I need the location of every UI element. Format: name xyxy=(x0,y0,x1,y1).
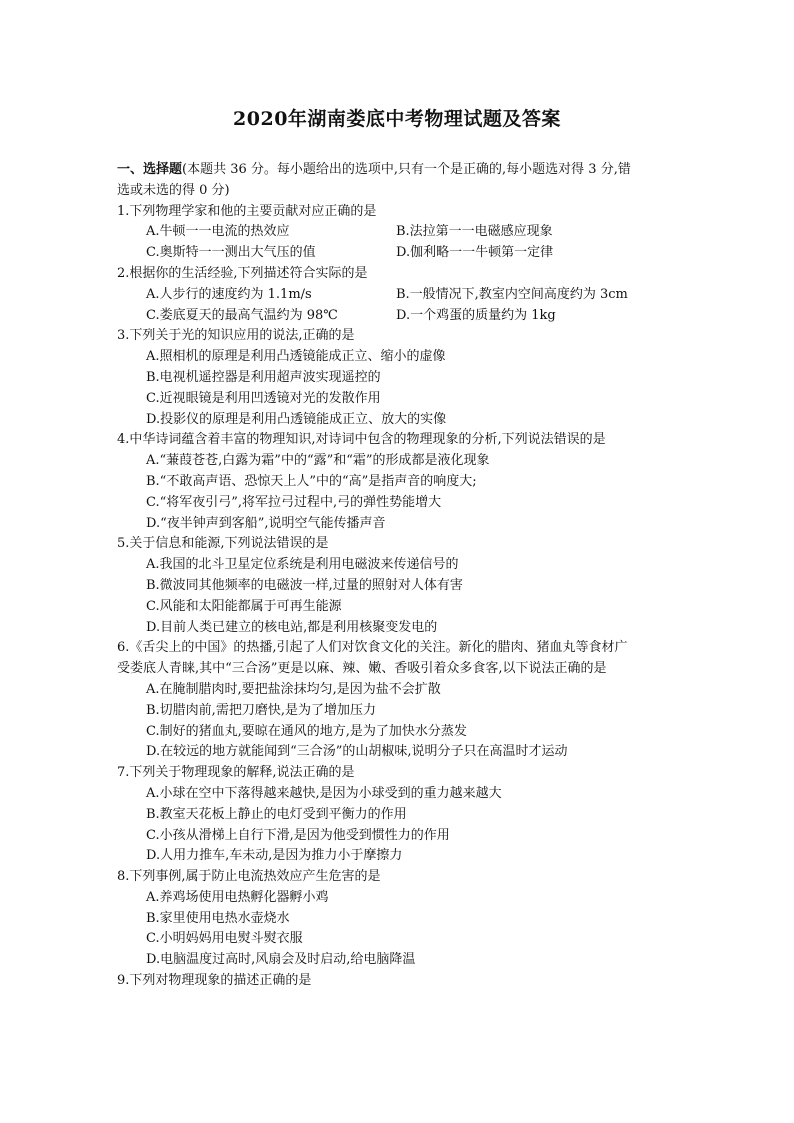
answer-option: A.我国的北斗卫星定位系统是利用电磁波来传递信号的 xyxy=(146,557,459,573)
answer-option: B.一般情况下,教室内空间高度约为 3cm xyxy=(396,286,628,302)
exam-content xyxy=(117,160,677,992)
answer-option: D.在较远的地方就能闻到“三合汤”的山胡椒味,说明分子只在高温时才运动 xyxy=(146,744,568,760)
section-header xyxy=(117,160,677,202)
section-label: 一、选择题 xyxy=(117,162,183,177)
answer-option: B.“不敢高声语、恐惊天上人”中的“高”是指声音的响度大; xyxy=(146,473,477,489)
answer-option: B.切腊肉前,需把刀磨快,是为了增加压力 xyxy=(146,702,376,718)
answer-option: D.“夜半钟声到客船”,说明空气能传播声音 xyxy=(146,515,386,531)
answer-option: A.照相机的原理是利用凸透镜能成正立、缩小的虚像 xyxy=(146,349,446,365)
question-stem: 7.下列关于物理现象的解释,说法正确的是 xyxy=(117,765,355,781)
answer-option: B.家里使用电热水壶烧水 xyxy=(146,910,290,926)
answer-option: A.“蒹葭苍苍,白露为霜”中的“露”和“霜”的形成都是液化现象 xyxy=(146,453,490,469)
answer-option: A.在腌制腊肉时,要把盐涂抹均匀,是因为盐不会扩散 xyxy=(146,681,441,697)
option-row xyxy=(146,222,677,243)
answer-option: C.娄底夏天的最高气温约为 98℃ xyxy=(146,307,338,323)
answer-option: C.“将军夜引弓”,将军拉弓过程中,弓的弹性势能增大 xyxy=(146,494,442,510)
option-row xyxy=(146,243,677,264)
question-item xyxy=(117,430,677,534)
answer-option: D.伽利略一一牛顿第一定律 xyxy=(396,245,554,261)
question-stem: 8.下列事例,属于防止电流热效应产生危害的是 xyxy=(117,869,381,885)
answer-option: D.一个鸡蛋的质量约为 1kg xyxy=(396,307,556,323)
question-item xyxy=(117,867,677,971)
option-group xyxy=(146,680,677,763)
answer-option: C.奥斯特一一测出大气压的值 xyxy=(146,245,316,261)
question-stem-cont: 受娄底人青睐,其中“三合汤”更是以麻、辣、嫩、香吸引着众多食客,以下说法正确的是 xyxy=(117,661,607,677)
question-stem: 9.下列对物理现象的描述正确的是 xyxy=(117,973,312,989)
question-stem: 2.根据你的生活经验,下列描述符合实际的是 xyxy=(117,265,368,281)
question-stem: 1.下列物理学家和他的主要贡献对应正确的是 xyxy=(117,203,377,219)
option-group xyxy=(146,888,677,971)
question-item xyxy=(117,326,677,430)
question-item xyxy=(117,971,677,992)
answer-option: B.微波同其他频率的电磁波一样,过量的照射对人体有害 xyxy=(146,577,463,593)
option-group xyxy=(146,222,677,264)
answer-option: A.小球在空中下落得越来越快,是因为小球受到的重力越来越大 xyxy=(146,785,502,801)
section-description: (本题共 36 分。每小题给出的选项中,只有一个是正确的,每小题选对得 3 分,错 xyxy=(182,162,631,177)
answer-option: A.养鸡场使用电热孵化器孵小鸡 xyxy=(146,889,329,905)
answer-option: D.人用力推车,车未动,是因为推力小于摩擦力 xyxy=(146,848,403,864)
question-stem: 6.《舌尖上的中国》的热播,引起了人们对饮食文化的关注。新化的腊肉、猪血丸等食材广 xyxy=(117,640,628,656)
option-row xyxy=(146,306,677,327)
question-item xyxy=(117,638,677,763)
answer-option: D.电脑温度过高时,风扇会及时启动,给电脑降温 xyxy=(146,952,416,968)
question-list xyxy=(117,202,677,992)
option-group xyxy=(146,555,677,638)
section-description-cont: 选或未选的得 0 分) xyxy=(117,182,230,198)
answer-option: C.风能和太阳能都属于可再生能源 xyxy=(146,598,342,614)
option-group xyxy=(146,784,677,867)
option-group xyxy=(146,347,677,430)
answer-option: B.法拉第一一电磁感应现象 xyxy=(396,224,553,240)
answer-option: C.小明妈妈用电熨斗熨衣服 xyxy=(146,931,303,947)
answer-option: C.近视眼镜是利用凹透镜对光的发散作用 xyxy=(146,390,381,406)
answer-option: D.目前人类已建立的核电站,都是利用核聚变发电的 xyxy=(146,619,438,635)
option-row xyxy=(146,285,677,306)
question-stem: 5.关于信息和能源,下列说法错误的是 xyxy=(117,536,329,552)
answer-option: B.教室天花板上静止的电灯受到平衡力的作用 xyxy=(146,806,407,822)
question-item xyxy=(117,534,677,638)
document-title: 2020年湖南娄底中考物理试题及答案 xyxy=(233,108,561,130)
answer-option: A.人步行的速度约为 1.1m/s xyxy=(146,286,312,302)
answer-option: D.投影仪的原理是利用凸透镜能成正立、放大的实像 xyxy=(146,411,447,427)
answer-option: C.小孩从滑梯上自行下滑,是因为他受到惯性力的作用 xyxy=(146,827,450,843)
answer-option: A.牛顿一一电流的热效应 xyxy=(146,224,290,240)
option-group xyxy=(146,285,677,327)
question-item xyxy=(117,202,677,264)
question-stem: 4.中华诗词蕴含着丰富的物理知识,对诗词中包含的物理现象的分析,下列说法错误的是 xyxy=(117,432,606,448)
question-item xyxy=(117,763,677,867)
option-group xyxy=(146,451,677,534)
question-item xyxy=(117,264,677,326)
question-stem: 3.下列关于光的知识应用的说法,正确的是 xyxy=(117,328,355,344)
answer-option: B.电视机遥控器是利用超声波实现遥控的 xyxy=(146,369,381,385)
answer-option: C.制好的猪血丸,要晾在通风的地方,是为了加快水分蒸发 xyxy=(146,723,467,739)
